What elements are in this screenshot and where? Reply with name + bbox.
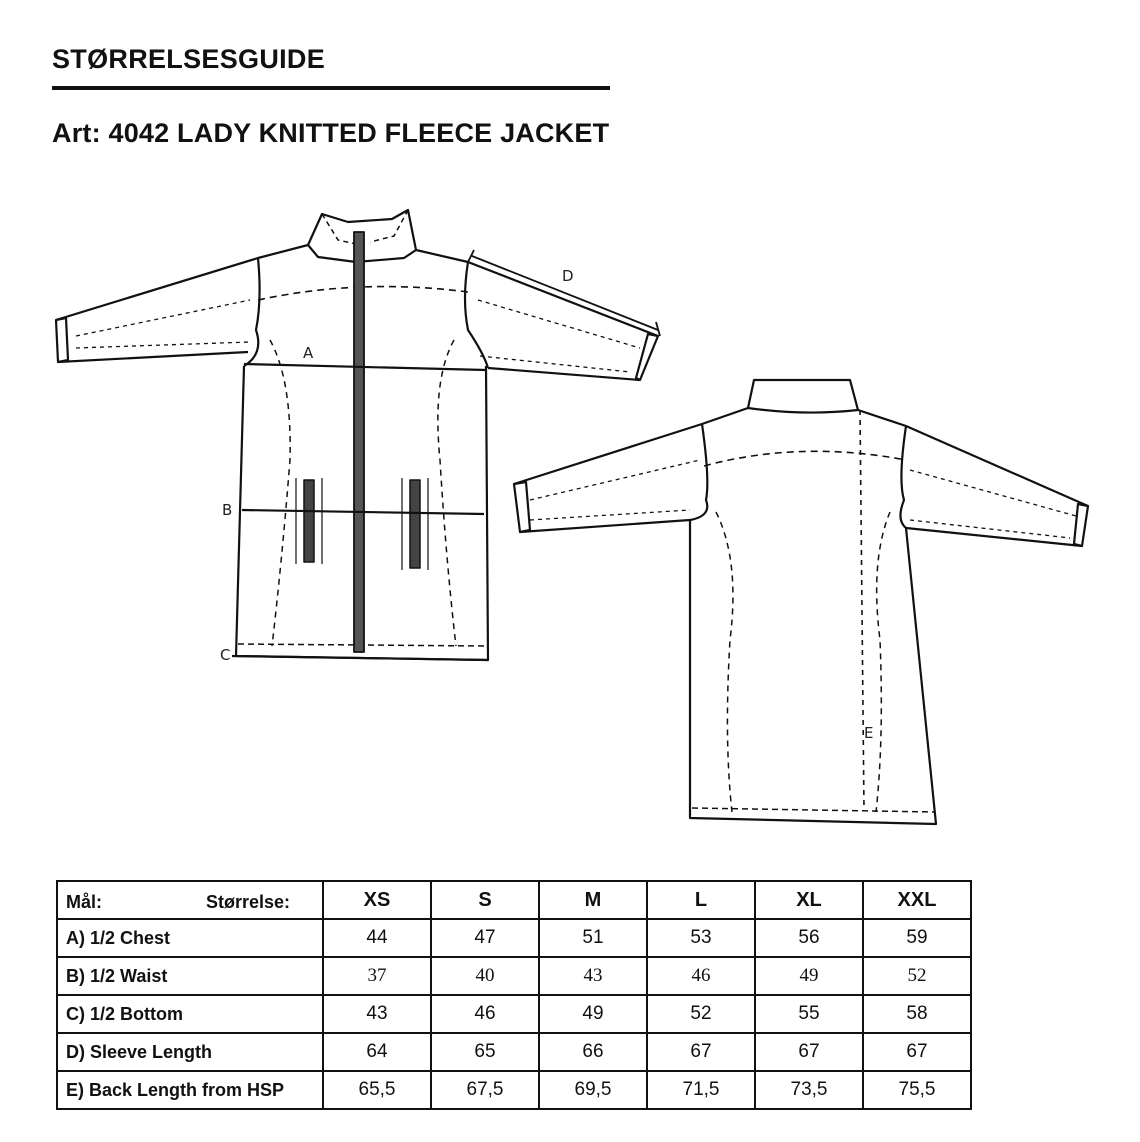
label-a: A [303, 344, 314, 362]
table-cell: 47 [431, 919, 539, 957]
table-row [57, 1071, 971, 1109]
row-label: C) 1/2 Bottom [57, 995, 323, 1033]
table-cell: 40 [431, 957, 539, 995]
table-cell: 53 [647, 919, 755, 957]
back-jacket-drawing [514, 380, 1088, 824]
table-cell: 49 [539, 995, 647, 1033]
row-label: E) Back Length from HSP [57, 1071, 323, 1109]
table-row [57, 919, 971, 957]
row-label: B) 1/2 Waist [57, 957, 323, 995]
size-col-header: L [647, 881, 755, 919]
table-header-row [57, 881, 971, 919]
size-col-header: M [539, 881, 647, 919]
jacket-illustration [0, 180, 1140, 850]
page-title: STØRRELSESGUIDE [52, 44, 326, 74]
table-cell: 67 [647, 1033, 755, 1071]
table-cell: 75,5 [863, 1071, 971, 1109]
table-cell: 56 [755, 919, 863, 957]
table-cell: 44 [323, 919, 431, 957]
table-cell: 43 [323, 995, 431, 1033]
table-cell: 58 [863, 995, 971, 1033]
table-cell: 67,5 [431, 1071, 539, 1109]
size-col-header: S [431, 881, 539, 919]
table-cell: 66 [539, 1033, 647, 1071]
table-cell: 52 [863, 957, 971, 995]
size-col-header: XXL [863, 881, 971, 919]
row-label: D) Sleeve Length [57, 1033, 323, 1071]
table-cell: 65 [431, 1033, 539, 1071]
size-header: Størrelse: [205, 892, 290, 912]
table-row [57, 995, 971, 1033]
label-e: E [864, 724, 874, 742]
row-label: A) 1/2 Chest [57, 919, 323, 957]
label-d: D [562, 267, 574, 285]
size-table [56, 880, 972, 1110]
table-cell: 67 [755, 1033, 863, 1071]
table-cell: 46 [647, 957, 755, 995]
table-cell: 73,5 [755, 1071, 863, 1109]
table-row [57, 957, 971, 995]
table-cell: 64 [323, 1033, 431, 1071]
table-cell: 69,5 [539, 1071, 647, 1109]
table-cell: 55 [755, 995, 863, 1033]
label-b: B [222, 501, 233, 519]
table-cell: 37 [323, 957, 431, 995]
table-cell: 49 [755, 957, 863, 995]
size-col-header: XL [755, 881, 863, 919]
table-cell: 59 [863, 919, 971, 957]
table-row [57, 1033, 971, 1071]
table-corner-cell [57, 881, 323, 919]
measure-header: Mål: [66, 892, 102, 912]
table-cell: 71,5 [647, 1071, 755, 1109]
table-cell: 52 [647, 995, 755, 1033]
label-c: C [220, 646, 231, 664]
title-underline [52, 86, 610, 90]
table-cell: 43 [539, 957, 647, 995]
table-cell: 67 [863, 1033, 971, 1071]
size-col-header: XS [323, 881, 431, 919]
article-title: Art: 4042 LADY KNITTED FLEECE JACKET [52, 118, 610, 148]
table-cell: 65,5 [323, 1071, 431, 1109]
table-cell: 46 [431, 995, 539, 1033]
table-cell: 51 [539, 919, 647, 957]
